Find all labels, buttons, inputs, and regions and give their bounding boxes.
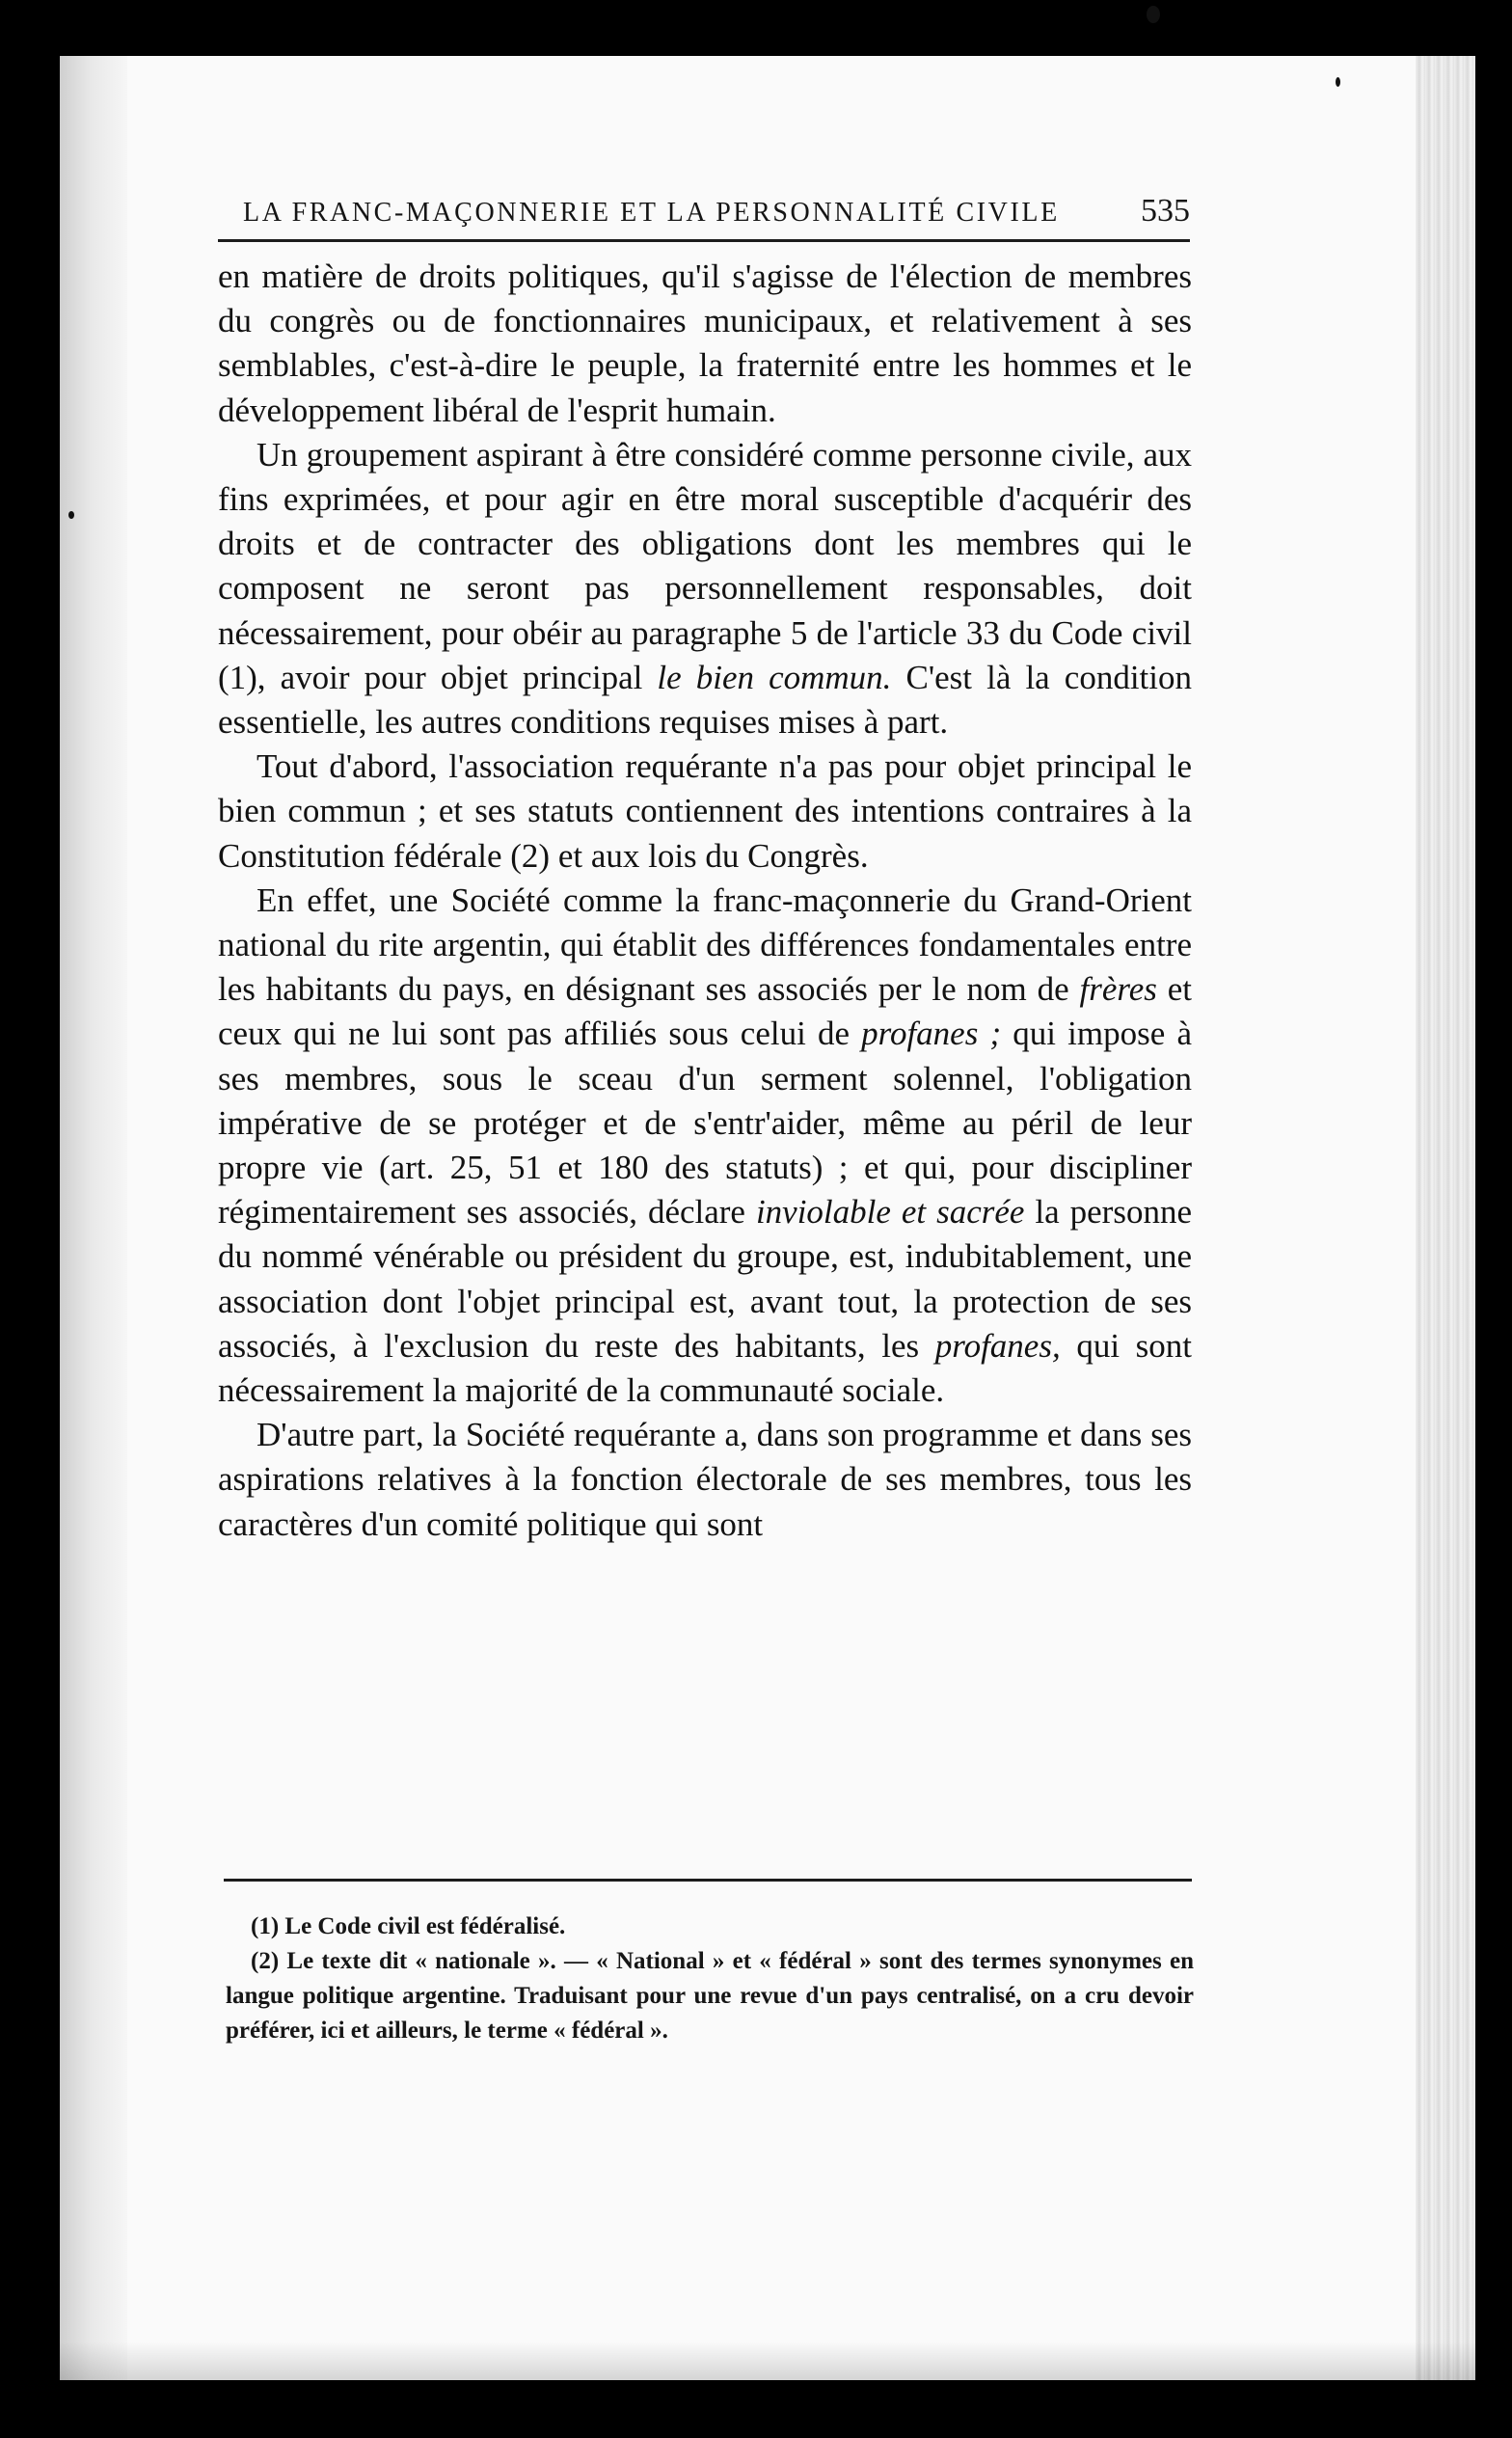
page-number: 535: [1141, 193, 1190, 229]
header-rule: [218, 239, 1190, 242]
scan-speck: [1336, 77, 1340, 87]
page-gutter-shadow: [60, 56, 127, 2380]
text-run: Un groupement aspirant à être considéré comme personne civile, aux fins exprimées, et pour agir en être moral susceptible d'acquérir des droits et de contracter des obligations dont les membres qui le composent ne seront pas personnellement responsables, doit nécessairement, pour obéir au paragraphe 5 de l'article 33 du Code civil (1), avoir pour objet principal: [218, 435, 1192, 696]
paragraph: [218, 879, 1192, 1413]
page-edge-stack: [1416, 56, 1475, 2380]
footnote: (1) Le Code civil est fédéralisé.: [251, 1913, 566, 1939]
text-run: la personne du nommé vénérable ou président du groupe, est, indubitablement, une association dont l'objet principal est, avant tout, la protection de ses associés, à l'exclusion du reste des habitants, les: [218, 1193, 1192, 1365]
text-run: En effet, une Société comme la franc-maçonnerie du Grand-Orient national du rite argentin, qui établit des différences fondamentales entre les habitants du pays, en désignant ses associés per le nom de: [218, 880, 1192, 1009]
italic-text: profanes ;: [861, 1015, 1002, 1053]
paragraph: en matière de droits politiques, qu'il s'agisse de l'élection de membres du congrès ou de fonctionnaires municipaux, et relativement à ses semblables, c'est-à-dire le peuple, la fraternité entre les hommes et le développement libéral de l'esprit humain.: [218, 257, 1192, 429]
running-title: LA FRANC-MAÇONNERIE ET LA PERSONNALITÉ CIVILE: [243, 198, 1060, 228]
page-bottom-shadow: [60, 2342, 1475, 2380]
scan-speck: [68, 511, 74, 519]
running-header: [243, 193, 1190, 230]
italic-text: profanes,: [934, 1326, 1061, 1365]
scan-speck: [1147, 6, 1160, 23]
footnotes: [226, 1910, 1194, 2048]
italic-text: frères: [1079, 970, 1157, 1009]
text-run: C'est là la condition essentielle, les autres conditions requises mises à part.: [218, 658, 1192, 742]
paragraph: D'autre part, la Société requérante a, dans son programme et dans ses aspirations relatives à la fonction électorale de ses membres, tous les caractères d'un comité politique qui sont: [218, 1416, 1192, 1543]
body-text: [218, 255, 1192, 1547]
italic-text: inviolable et sacrée: [755, 1193, 1025, 1232]
text-run: et ceux qui ne lui sont pas affiliés sous celui de: [218, 970, 1192, 1053]
footnote-rule: [224, 1879, 1192, 1882]
footnote: (2) Le texte dit « nationale ». — « National » et « fédéral » sont des termes synonymes en langue politique argentine. Traduisant pour une revue d'un pays centralisé, on a cru devoir préférer, ici et ailleurs, le terme « fédéral ».: [226, 1948, 1194, 2044]
text-run: qui impose à ses membres, sous le sceau d'un serment solennel, l'obligation impérative de se protéger et de s'entr'aider, même au péril de leur propre vie (art. 25, 51 et 180 des statuts) ; et qui, pour discipliner régimentairement ses associés, déclare: [218, 1015, 1192, 1232]
text-run: qui sont nécessairement la majorité de la communauté sociale.: [218, 1326, 1192, 1410]
paragraph: [218, 433, 1192, 745]
paragraph: Tout d'abord, l'association requérante n'a pas pour objet principal le bien commun ; et ses statuts contiennent des intentions contraires à la Constitution fédérale (2) et aux lois du Congrès.: [218, 747, 1192, 875]
italic-text: le bien commun.: [657, 658, 892, 696]
